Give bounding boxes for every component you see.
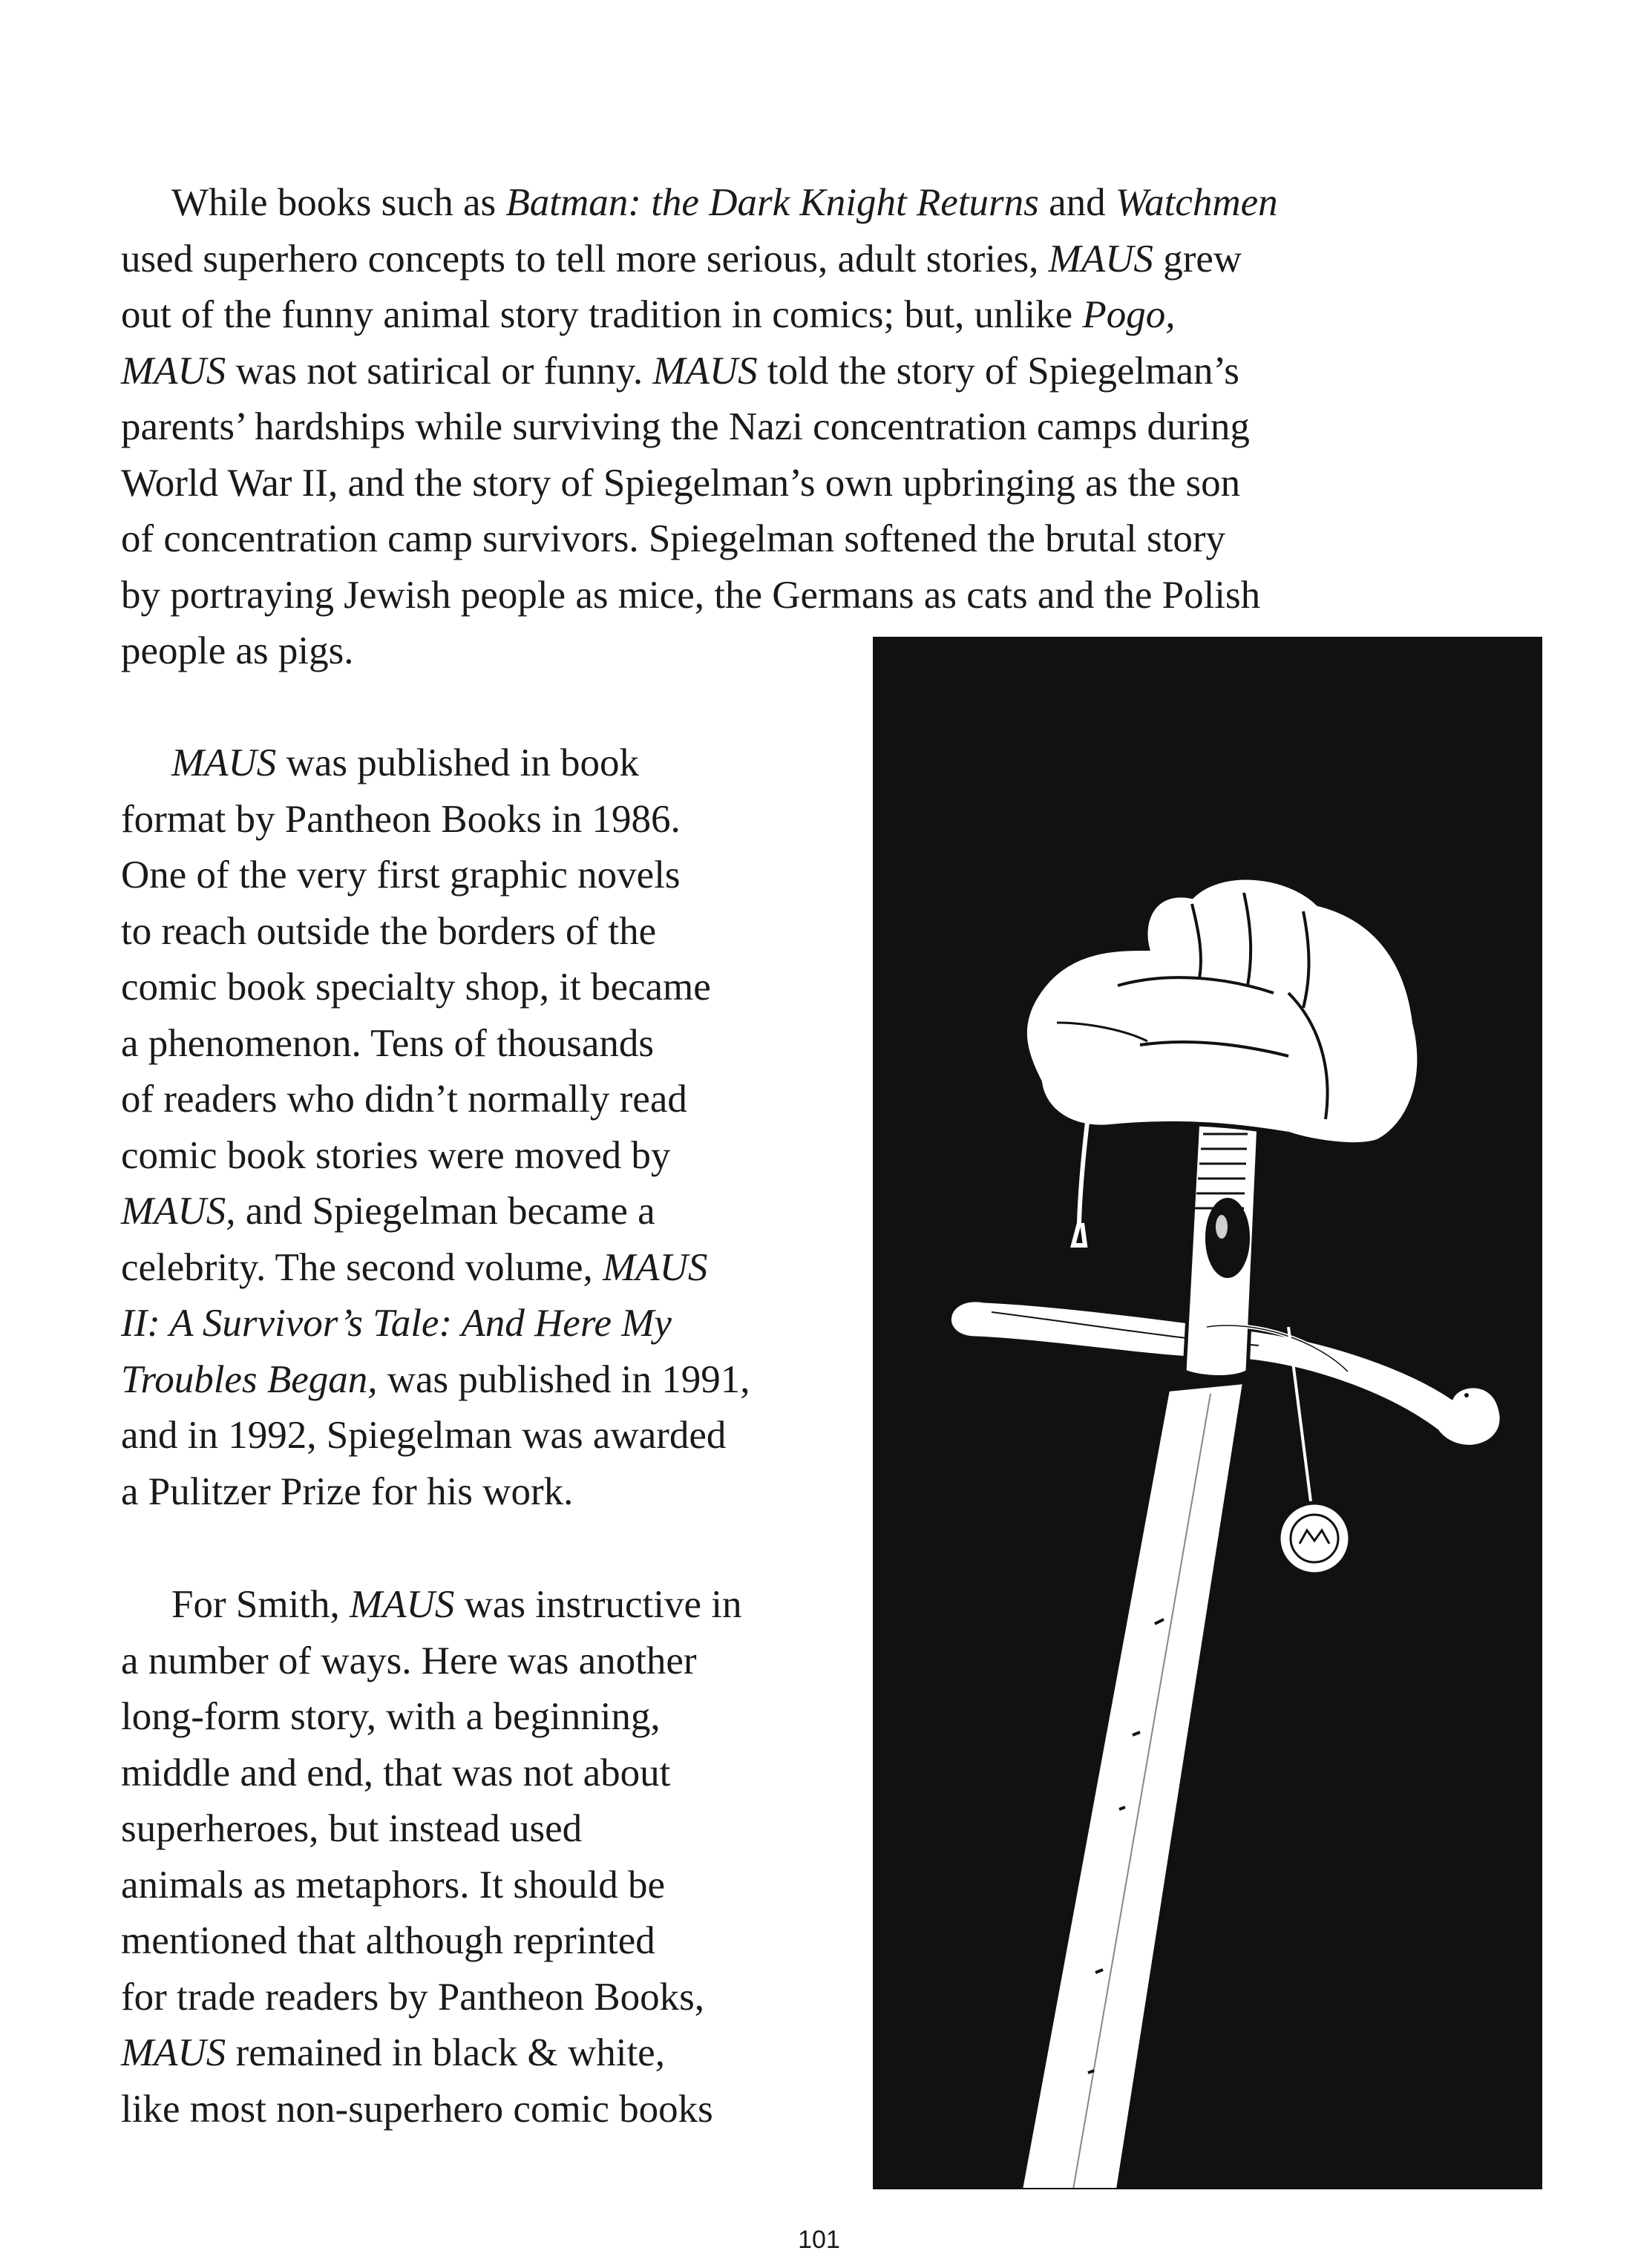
text-line <box>121 1072 863 1128</box>
text-line <box>121 960 863 1016</box>
text-run: remained in black & white, <box>226 2031 665 2074</box>
text-run: by portraying Jewish people as mice, the Germans as cats and the Polish <box>121 573 1261 617</box>
text-run: of readers who didn’t normally read <box>121 1078 687 1121</box>
text-line <box>121 1128 863 1184</box>
text-run: World War II, and the story of Spiegelman’s own upbringing as the son <box>121 461 1241 505</box>
text-line <box>121 1240 863 1297</box>
text-run: grew <box>1153 237 1242 281</box>
text-line <box>121 1016 863 1072</box>
text-line <box>121 1689 863 1746</box>
text-line <box>121 1746 863 1802</box>
text-run: to reach outside the borders of the <box>121 909 657 953</box>
italic-title: Pogo, <box>1082 293 1176 336</box>
text-run: was not satirical or funny. <box>226 349 653 393</box>
pendant-medallion <box>1279 1503 1350 1574</box>
text-line <box>121 287 1516 344</box>
text-run: a phenomenon. Tens of thousands <box>121 1021 655 1065</box>
italic-title: Troubles Began, <box>121 1357 378 1401</box>
text-run: told the story of Spiegelman’s <box>757 349 1239 393</box>
italic-title: MAUS <box>652 349 758 393</box>
text-run: parents’ hardships while surviving the Nazi concentration camps during <box>121 405 1250 448</box>
text-run: out of the funny animal story tradition in comics; but, unlike <box>121 293 1083 336</box>
text-run: a Pulitzer Prize for his work. <box>121 1469 574 1513</box>
text-line <box>121 735 863 792</box>
text-line <box>121 1464 863 1521</box>
text-run: superheroes, but instead used <box>121 1807 583 1850</box>
text-line <box>121 1296 863 1352</box>
text-line <box>121 2082 863 2138</box>
text-line <box>121 175 1516 232</box>
italic-title: Batman: the Dark Knight Returns <box>505 181 1039 224</box>
text-line <box>121 399 1516 456</box>
text-run: and <box>1038 181 1116 224</box>
text-run: was published in 1991, <box>377 1357 750 1401</box>
text-run: For Smith, <box>171 1583 350 1626</box>
italic-title: MAUS, <box>121 1190 236 1233</box>
text-line <box>121 1408 863 1464</box>
text-line <box>121 1633 863 1690</box>
paragraph-2 <box>121 735 863 1520</box>
text-run: comic book specialty shop, it became <box>121 966 711 1009</box>
text-line <box>121 232 1516 288</box>
text-run: celebrity. The second volume, <box>121 1245 603 1289</box>
text-line <box>121 344 1516 400</box>
italic-title: MAUS <box>171 741 277 784</box>
text-run: format by Pantheon Books in 1986. <box>121 797 681 841</box>
text-run: was instructive in <box>454 1583 742 1626</box>
italic-title: MAUS <box>1048 237 1153 281</box>
text-run: While books such as <box>171 181 506 224</box>
text-run: a number of ways. Here was another <box>121 1639 697 1682</box>
text-run: of concentration camp survivors. Spiegelman softened the brutal story <box>121 517 1226 560</box>
text-line <box>121 456 1516 512</box>
text-run: One of the very first graphic novels <box>121 853 681 897</box>
sword-illustration <box>873 637 1542 2189</box>
text-run: and Spiegelman became a <box>235 1190 655 1233</box>
text-line <box>121 1858 863 1914</box>
text-line <box>121 511 1516 568</box>
text-line <box>121 1913 863 1970</box>
italic-title: MAUS <box>350 1583 455 1626</box>
text-run: comic book stories were moved by <box>121 1133 671 1177</box>
text-line <box>121 1970 863 2026</box>
grip-gem <box>1207 1199 1248 1276</box>
text-run: for trade readers by Pantheon Books, <box>121 1975 704 2019</box>
text-line <box>121 1184 863 1240</box>
italic-title: Watchmen <box>1115 181 1278 224</box>
page-number: 101 <box>798 2226 840 2254</box>
italic-title: MAUS <box>603 1245 708 1289</box>
text-line <box>121 848 863 904</box>
text-run: was published in book <box>276 741 640 784</box>
text-run: animals as metaphors. It should be <box>121 1863 666 1907</box>
text-run: middle and end, that was not about <box>121 1751 671 1795</box>
text-line <box>121 792 863 848</box>
text-line <box>121 904 863 960</box>
text-run: and in 1992, Spiegelman was awarded <box>121 1414 727 1457</box>
text-run: people as pigs. <box>121 629 354 672</box>
paragraph-3 <box>121 1577 863 2137</box>
text-line <box>121 568 1516 624</box>
paragraph-1 <box>121 175 1516 680</box>
text-line <box>121 1801 863 1858</box>
text-line <box>121 2025 863 2082</box>
text-run: long-form story, with a beginning, <box>121 1695 661 1738</box>
text-run: used superhero concepts to tell more serious, adult stories, <box>121 237 1049 281</box>
text-line <box>121 1577 863 1633</box>
text-line <box>121 1352 863 1409</box>
italic-title: II: A Survivor’s Tale: And Here My <box>121 1302 672 1345</box>
italic-title: MAUS <box>121 349 226 393</box>
text-run: mentioned that although reprinted <box>121 1919 655 1962</box>
text-run: like most non-superhero comic books <box>121 2087 713 2131</box>
italic-title: MAUS <box>121 2031 226 2074</box>
